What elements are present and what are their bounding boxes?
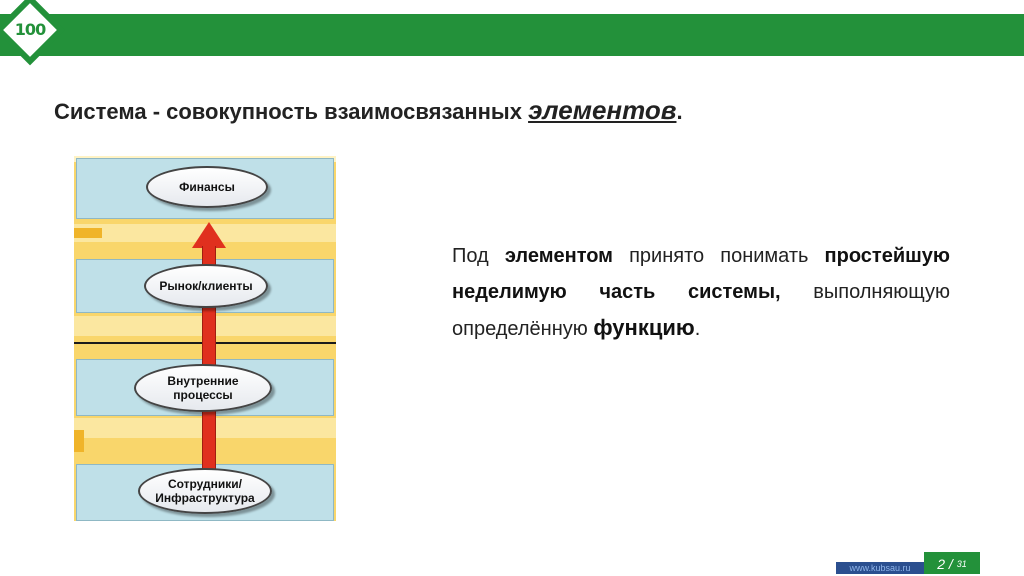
header-bar [0,14,1024,56]
logo-text: 100 [14,20,46,39]
title-emphasis: элементов [528,95,677,125]
ellipse-market [144,264,268,308]
diagram-tab [74,430,84,452]
text-bold: функцию [593,315,695,340]
diagram-tab [74,228,102,238]
text-part: принято понимать [629,245,809,267]
ellipse-finance [146,166,268,208]
website-link[interactable]: www.kubsau.ru [836,562,924,574]
level-label: Внутренние [167,374,239,388]
level-label-2: процессы [173,388,233,402]
hierarchy-diagram [74,156,336,521]
arrow-up-icon [192,222,226,248]
text-part: Под [452,245,489,267]
level-label: Рынок/клиенты [159,279,253,293]
page-number: 2 / $^{31}$ [924,552,980,574]
ellipse-processes [134,364,272,412]
ellipse-staff [138,468,272,514]
page-current: 2 [937,556,946,572]
text-part: выполняющую определённую [452,281,950,340]
text-bold: элементом [504,245,613,267]
text-part: . [694,318,701,340]
level-label-2: Инфраструктура [155,491,255,505]
level-label: Финансы [179,180,235,194]
definition-paragraph [452,238,950,347]
level-label: Сотрудники/ [167,477,243,491]
page-total: 31 [956,559,967,569]
slide-title [54,95,683,126]
title-end: . [676,99,683,124]
title-main: Система - совокупность взаимосвязанных [54,99,529,124]
text-bold: простейшую неделимую часть системы, [452,245,950,303]
